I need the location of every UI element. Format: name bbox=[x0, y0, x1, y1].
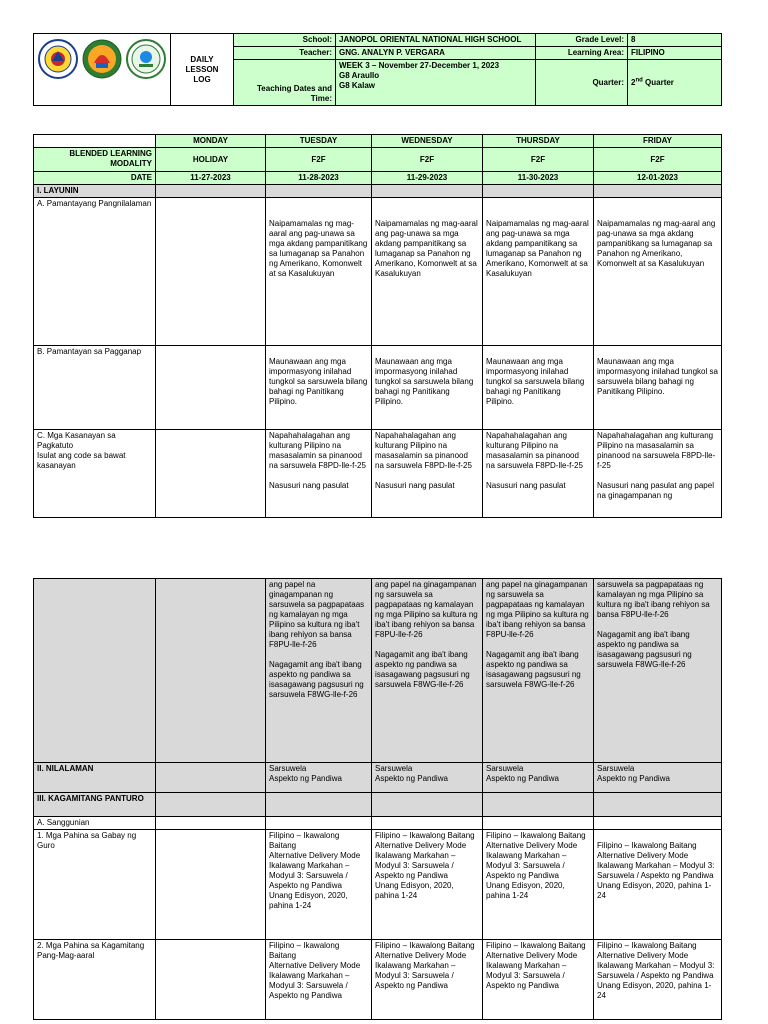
school-seal-logo bbox=[126, 39, 166, 79]
modality-label: BLENDED LEARNING MODALITY bbox=[34, 148, 156, 172]
day-cell: Maunawaan ang mga impormasyong inilahad tungkol sa sarsuwela bilang bahagi ng Panitikang Pilipino. bbox=[372, 346, 483, 430]
grade-label: Grade Level: bbox=[536, 34, 628, 47]
day-cell: Filipino – Ikawalong Baitang Alternative Delivery Mode Ikalawang Markahan – Modyul 3: Sarsuwela / Aspekto ng Pandiwa Unang Edisyon, 2020, pahina 1-24 bbox=[483, 830, 594, 940]
day-cell: Filipino – Ikawalong Baitang Alternative Delivery Mode Ikalawang Markahan – Modyul 3: Sarsuwela / Aspekto ng Pandiwa bbox=[372, 940, 483, 1020]
day-cell: Filipino – Ikawalong Baitang Alternative Delivery Mode Ikalawang Markahan – Modyul 3: Sarsuwela / Aspekto ng Pandiwa Unang Edisyon, 2020, pahina 1-24 bbox=[594, 830, 722, 940]
day-cell bbox=[483, 793, 594, 817]
day-cell: Napahahalagahan ang kulturang Pilipino na masasalamin sa pinanood na sarsuwela F8PD-lle-f-25 Nasusuri nang pasulat bbox=[266, 430, 372, 518]
day-cell bbox=[372, 817, 483, 830]
modality-cell: F2F bbox=[483, 148, 594, 172]
day-cell bbox=[266, 817, 372, 830]
corner-cell bbox=[34, 135, 156, 148]
day-cell: Filipino – Ikawalong Baitang Alternative Delivery Mode Ikalawang Markahan – Modyul 3: Sarsuwela / Aspekto ng Pandiwa Unang Edisyon, 2020, pahina 1-24 bbox=[266, 830, 372, 940]
day-cell: Maunawaan ang mga impormasyong inilahad tungkol sa sarsuwela bilang bahagi ng Panitikang Pilipino. bbox=[266, 346, 372, 430]
day-cell bbox=[372, 185, 483, 198]
row-label: C. Mga Kasanayan sa Pagkatuto Isulat ang code sa bawat kasanayan bbox=[34, 430, 156, 518]
day-cell bbox=[156, 763, 266, 793]
dates-value: WEEK 3 – November 27-December 1, 2023 G8 Araullo G8 Kalaw bbox=[336, 60, 536, 106]
day-header: THURSDAY bbox=[483, 135, 594, 148]
date-cell: 12-01-2023 bbox=[594, 172, 722, 185]
school-value: JANOPOL ORIENTAL NATIONAL HIGH SCHOOL bbox=[336, 34, 536, 47]
day-cell bbox=[156, 817, 266, 830]
quarter-value: 2nd Quarter bbox=[628, 60, 722, 106]
table-row bbox=[34, 185, 722, 198]
day-cell bbox=[156, 185, 266, 198]
day-cell: Filipino – Ikawalong Baitang Alternative Delivery Mode Ikalawang Markahan – Modyul 3: Sarsuwela / Aspekto ng Pandiwa bbox=[266, 940, 372, 1020]
deped-seal-logo bbox=[38, 39, 78, 79]
day-cell: ang papel na ginagampanan ng sarsuwela sa pagpapataas ng kamalayan ng mga Pilipino sa kultura ng iba't ibang rehiyon sa bansa F8PU-lle-f-26 Nagagamit ang iba't ibang aspekto ng pandiwa sa isasagawang pagsusuri ng sarsuwela F8WG-lle-f-26 bbox=[372, 579, 483, 763]
day-cell: Sarsuwela Aspekto ng Pandiwa bbox=[594, 763, 722, 793]
day-cell bbox=[483, 817, 594, 830]
row-label: I. LAYUNIN bbox=[34, 185, 156, 198]
row-label: A. Sanggunian bbox=[34, 817, 156, 830]
row-label: A. Pamantayang Pangnilalaman bbox=[34, 198, 156, 346]
area-value: FILIPINO bbox=[628, 47, 722, 60]
day-cell: Napahahalagahan ang kulturang Pilipino na masasalamin sa pinanood na sarsuwela F8PD-lle-f-25 Nasusuri nang pasulat bbox=[483, 430, 594, 518]
day-header: MONDAY bbox=[156, 135, 266, 148]
day-cell: Filipino – Ikawalong Baitang Alternative Delivery Mode Ikalawang Markahan – Modyul 3: Sarsuwela / Aspekto ng Pandiwa Unang Edisyon, 2020, pahina 1-24 bbox=[594, 940, 722, 1020]
day-cell bbox=[156, 940, 266, 1020]
area-label: Learning Area: bbox=[536, 47, 628, 60]
table-row bbox=[34, 198, 722, 346]
day-cell: Sarsuwela Aspekto ng Pandiwa bbox=[266, 763, 372, 793]
day-cell: Maunawaan ang mga impormasyong inilahad tungkol sa sarsuwela bilang bahagi ng Panitikang Pilipino. bbox=[483, 346, 594, 430]
day-cell bbox=[372, 793, 483, 817]
date-cell: 11-27-2023 bbox=[156, 172, 266, 185]
day-cell bbox=[156, 430, 266, 518]
day-cell: Sarsuwela Aspekto ng Pandiwa bbox=[483, 763, 594, 793]
day-cell: Filipino – Ikawalong Baitang Alternative Delivery Mode Ikalawang Markahan – Modyul 3: Sarsuwela / Aspekto ng Pandiwa bbox=[483, 940, 594, 1020]
day-cell bbox=[483, 185, 594, 198]
modality-cell: HOLIDAY bbox=[156, 148, 266, 172]
row-label: 2. Mga Pahina sa Kagamitang Pang-Mag-aaral bbox=[34, 940, 156, 1020]
teacher-value: GNG. ANALYN P. VERGARA bbox=[336, 47, 536, 60]
logos-cell bbox=[34, 34, 171, 106]
row-label bbox=[34, 579, 156, 763]
row-label: II. NILALAMAN bbox=[34, 763, 156, 793]
day-cell bbox=[156, 198, 266, 346]
dll-table-page-2 bbox=[33, 578, 722, 1020]
day-cell: ang papel na ginagampanan ng sarsuwela sa pagpapataas ng kamalayan ng mga Pilipino sa kultura ng iba't ibang rehiyon sa bansa F8PU-lle-f-26 Nagagamit ang iba't ibang aspekto ng pandiwa sa isasagawang pagsusuri ng sarsuwela F8WG-lle-f-26 bbox=[266, 579, 372, 763]
dates-label: Teaching Dates and Time: bbox=[234, 60, 336, 106]
table-row bbox=[34, 430, 722, 518]
dll-table-page-1 bbox=[33, 134, 722, 518]
header-table bbox=[33, 33, 722, 106]
date-cell: 11-28-2023 bbox=[266, 172, 372, 185]
row-label: B. Pamantayan sa Pagganap bbox=[34, 346, 156, 430]
day-cell: Naipamamalas ng mag-aaral ang pag-unawa sa mga akdang pampanitikang sa lumaganap sa Panahon ng Amerikano, Komonwelt at sa Kasalukuyan bbox=[594, 198, 722, 346]
date-label: DATE bbox=[34, 172, 156, 185]
modality-cell: F2F bbox=[372, 148, 483, 172]
day-cell: sarsuwela sa pagpapataas ng kamalayan ng mga Pilipino sa kultura ng iba't ibang rehiyon sa bansa F8PU-lle-f-26 Nagagamit ang iba't ibang aspekto ng pandiwa sa isasagawang pagsusuri ng sarsuwela F8WG-lle-f-26 bbox=[594, 579, 722, 763]
table-row bbox=[34, 763, 722, 793]
day-cell: Naipamamalas ng mag-aaral ang pag-unawa sa mga akdang pampanitikang sa lumaganap sa Panahon ng Amerikano, Komonwelt at sa Kasalukuyan bbox=[266, 198, 372, 346]
grade-value: 8 bbox=[628, 34, 722, 47]
row-label: 1. Mga Pahina sa Gabay ng Guro bbox=[34, 830, 156, 940]
day-header: WEDNESDAY bbox=[372, 135, 483, 148]
table-row bbox=[34, 817, 722, 830]
day-cell: ang papel na ginagampanan ng sarsuwela sa pagpapataas ng kamalayan ng mga Pilipino sa kultura ng iba't ibang rehiyon sa bansa F8PU-lle-f-26 Nagagamit ang iba't ibang aspekto ng pandiwa sa isasagawang pagsusuri ng sarsuwela F8WG-lle-f-26 bbox=[483, 579, 594, 763]
day-cell bbox=[266, 793, 372, 817]
day-cell: Naipamamalas ng mag-aaral ang pag-unawa sa mga akdang pampanitikang sa lumaganap sa Panahon ng Amerikano, Komonwelt at sa Kasalukuyan bbox=[372, 198, 483, 346]
school-label: School: bbox=[234, 34, 336, 47]
day-cell: Napahahalagahan ang kulturang Pilipino na masasalamin sa pinanood na sarsuwela F8PD-lle-f-25 Nasusuri nang pasulat bbox=[372, 430, 483, 518]
quarter-label: Quarter: bbox=[536, 60, 628, 106]
day-cell: Filipino – Ikawalong Baitang Alternative Delivery Mode Ikalawang Markahan – Modyul 3: Sarsuwela / Aspekto ng Pandiwa Unang Edisyon, 2020, pahina 1-24 bbox=[372, 830, 483, 940]
modality-cell: F2F bbox=[594, 148, 722, 172]
day-cell bbox=[266, 185, 372, 198]
day-cell bbox=[156, 579, 266, 763]
table-row bbox=[34, 940, 722, 1020]
day-cell bbox=[156, 346, 266, 430]
day-cell bbox=[594, 793, 722, 817]
day-cell: Naipamamalas ng mag-aaral ang pag-unawa sa mga akdang pampanitikang sa lumaganap sa Panahon ng Amerikano, Komonwelt at sa Kasalukuyan bbox=[483, 198, 594, 346]
day-cell bbox=[594, 185, 722, 198]
day-cell: Maunawaan ang mga impormasyong inilahad tungkol sa sarsuwela bilang bahagi ng Panitikang Pilipino. bbox=[594, 346, 722, 430]
day-cell bbox=[156, 793, 266, 817]
date-cell: 11-30-2023 bbox=[483, 172, 594, 185]
table-row bbox=[34, 793, 722, 817]
region-seal-logo bbox=[82, 39, 122, 79]
day-cell bbox=[156, 830, 266, 940]
day-cell bbox=[594, 817, 722, 830]
teacher-label: Teacher: bbox=[234, 47, 336, 60]
table-row bbox=[34, 346, 722, 430]
dll-title: DAILY LESSON LOG bbox=[171, 34, 234, 106]
date-cell: 11-29-2023 bbox=[372, 172, 483, 185]
row-label: III. KAGAMITANG PANTURO bbox=[34, 793, 156, 817]
day-cell: Napahahalagahan ang kulturang Pilipino na masasalamin sa pinanood na sarsuwela F8PD-lle-f-25 Nasusuri nang pasulat ang papel na ginagampanan ng bbox=[594, 430, 722, 518]
table-row bbox=[34, 830, 722, 940]
table-row bbox=[34, 579, 722, 763]
day-cell: Sarsuwela Aspekto ng Pandiwa bbox=[372, 763, 483, 793]
day-header: TUESDAY bbox=[266, 135, 372, 148]
day-header: FRIDAY bbox=[594, 135, 722, 148]
modality-cell: F2F bbox=[266, 148, 372, 172]
